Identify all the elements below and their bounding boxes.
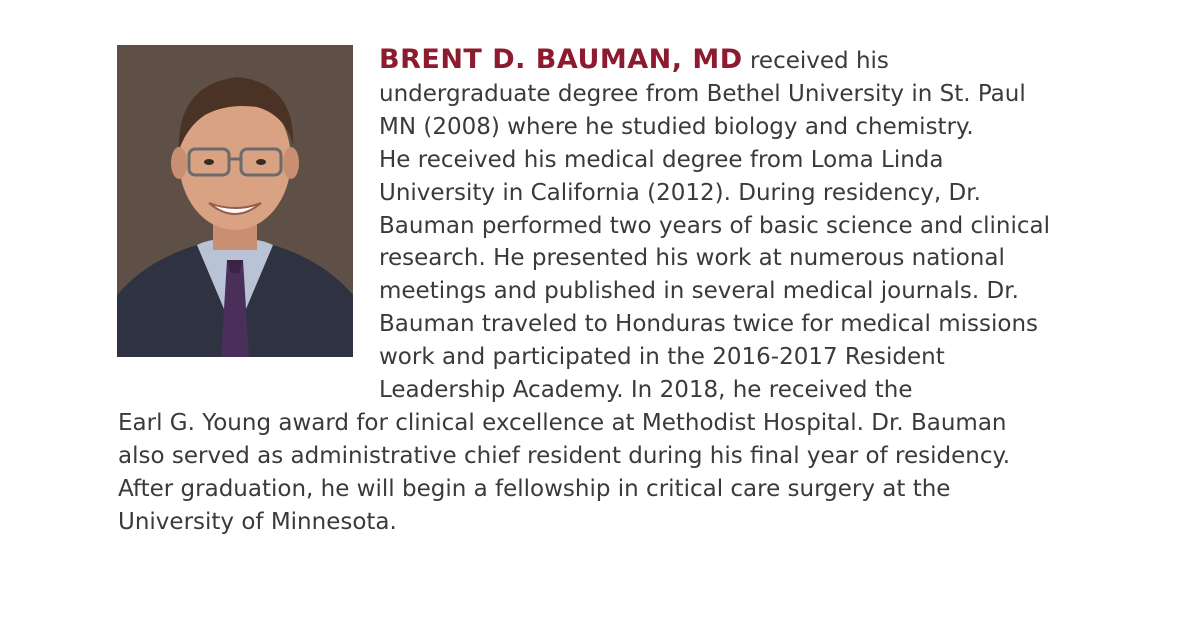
bio-line: MN (2008) where he studied biology and chemistry. [379,113,974,140]
bio-line: Earl G. Young award for clinical excellence at Methodist Hospital. Dr. Bauman [118,409,1007,436]
bio-line: received his [742,48,889,74]
doctor-name: BRENT D. BAUMAN, MD [379,44,743,75]
bio-line: research. He presented his work at numerous national [379,245,1005,272]
bio-text [118,44,1078,539]
bio-line: Bauman performed two years of basic science and clinical [379,212,1051,239]
bio-line: Bauman traveled to Honduras twice for medical missions [379,311,1039,338]
bio-line: also served as administrative chief resident during his final year of residency. [118,442,1011,469]
bio-line: University of Minnesota. [118,508,397,535]
bio-line: University in California (2012). During residency, Dr. [379,179,981,206]
bio-line: meetings and published in several medical journals. Dr. [379,278,1019,305]
bio-first-line [118,44,1078,78]
bio-line: Leadership Academy. In 2018, he received the [379,377,913,404]
bio-line: He received his medical degree from Loma Linda [379,146,944,173]
bio-line: After graduation, he will begin a fellowship in critical care surgery at the [118,475,951,502]
bio-line: work and participated in the 2016-2017 Resident [379,344,945,371]
bio-line: undergraduate degree from Bethel University in St. Paul [379,80,1026,107]
